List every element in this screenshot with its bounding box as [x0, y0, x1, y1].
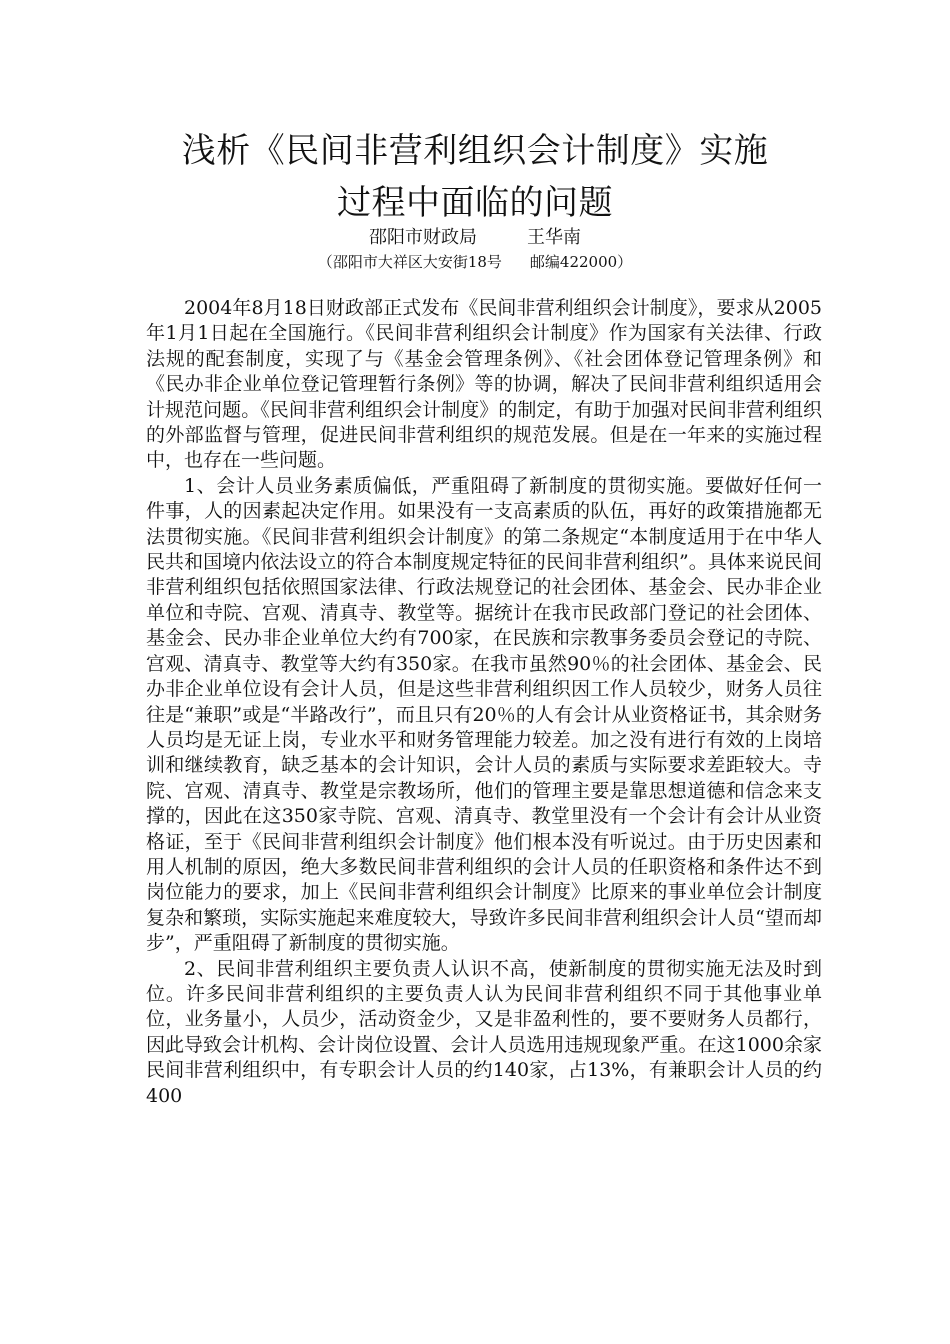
paragraph-issue-1: 1、会计人员业务素质偏低，严重阻碍了新制度的贯彻实施。要做好任何一件事，人的因素起决定作用。如果没有一支高素质的队伍，再好的政策措施都无法贯彻实施。《民间非营利组织会计制度》的第二条规定“本制度适用于在中华人民共和国境内依法设立的符合本制度规定特征的民间非营利组织”。具体来说民间非营利组织包括依照国家法律、行政法规登记的社会团体、基金会、民办非企业单位和寺院、宫观、清真寺、教堂等。据统计在我市民政部门登记的社会团体、基金会、民办非企业单位大约有700家，在民族和宗教事务委员会登记的寺院、宫观、清真寺、教堂等大约有350家。在我市虽然90％的社会团体、基金会、民办非企业单位设有会计人员，但是这些非营利组织因工作人员较少，财务人员往往是“兼职”或是“半路改行”，而且只有20％的人有会计从业资格证书，其余财务人员均是无证上岗，专业水平和财务管理能力较差。加之没有进行有效的上岗培训和继续教育，缺乏基本的会计知识，会计人员的素质与实际要求差距较大。寺院、宫观、清真寺、教堂是宗教场所，他们的管理主要是靠思想道德和信念来支撑的，因此在这350家寺院、宫观、清真寺、教堂里没有一个会计有会计从业资格证，至于《民间非营利组织会计制度》他们根本没有听说过。由于历史因素和用人机制的原因，绝大多数民间非营利组织的会计人员的任职资格和条件达不到岗位能力的要求，加上《民间非营利组织会计制度》比原来的事业单位会计制度复杂和繁琐，实际实施起来难度较大，导致许多民间非营利组织会计人员“望而却步”，严重阻碍了新制度的贯彻实施。: [146, 474, 822, 955]
paragraph-intro: 2004年8月18日财政部正式发布《民间非营利组织会计制度》，要求从2005年1月1日起在全国施行。《民间非营利组织会计制度》作为国家有关法律、行政法规的配套制度，实现了与《基金会管理条例》、《社会团体登记管理条例》和《民办非企业单位登记管理暂行条例》等的协调，解决了民间非营利组织适用会计规范问题。《民间非营利组织会计制度》的制定，有助于加强对民间非营利组织的外部监督与管理，促进民间非营利组织的规范发展。但是在一年来的实施过程中，也存在一些问题。: [146, 297, 822, 472]
author-line: [0, 226, 950, 250]
author-organization: 邵阳市财政局: [369, 227, 477, 248]
address-open-paren: （: [317, 253, 333, 271]
author-address: 邵阳市大祥区大安街18号: [332, 253, 502, 271]
article-body: [146, 296, 822, 1109]
address-close-paren: ）: [617, 253, 633, 271]
document-title-line-2: 过程中面临的问题: [337, 183, 613, 223]
paragraph-issue-2: 2、民间非营利组织主要负责人认识不高，使新制度的贯彻实施无法及时到位。许多民间非营利组织的主要负责人认为民间非营利组织不同于其他事业单位，业务量小，人员少，活动资金少，又是非盈利性的，要不要财务人员都行，因此导致会计机构、会计岗位设置、会计人员选用违规现象严重。在这1000余家民间非营利组织中，有专职会计人员的约140家，占13%，有兼职会计人员的约400: [146, 957, 822, 1107]
address-line: [0, 252, 950, 272]
document-title-line-1: 浅析《民间非营利组织会计制度》实施: [181, 131, 769, 171]
author-postcode: 邮编422000: [529, 253, 618, 271]
author-name: 王华南: [527, 227, 581, 248]
